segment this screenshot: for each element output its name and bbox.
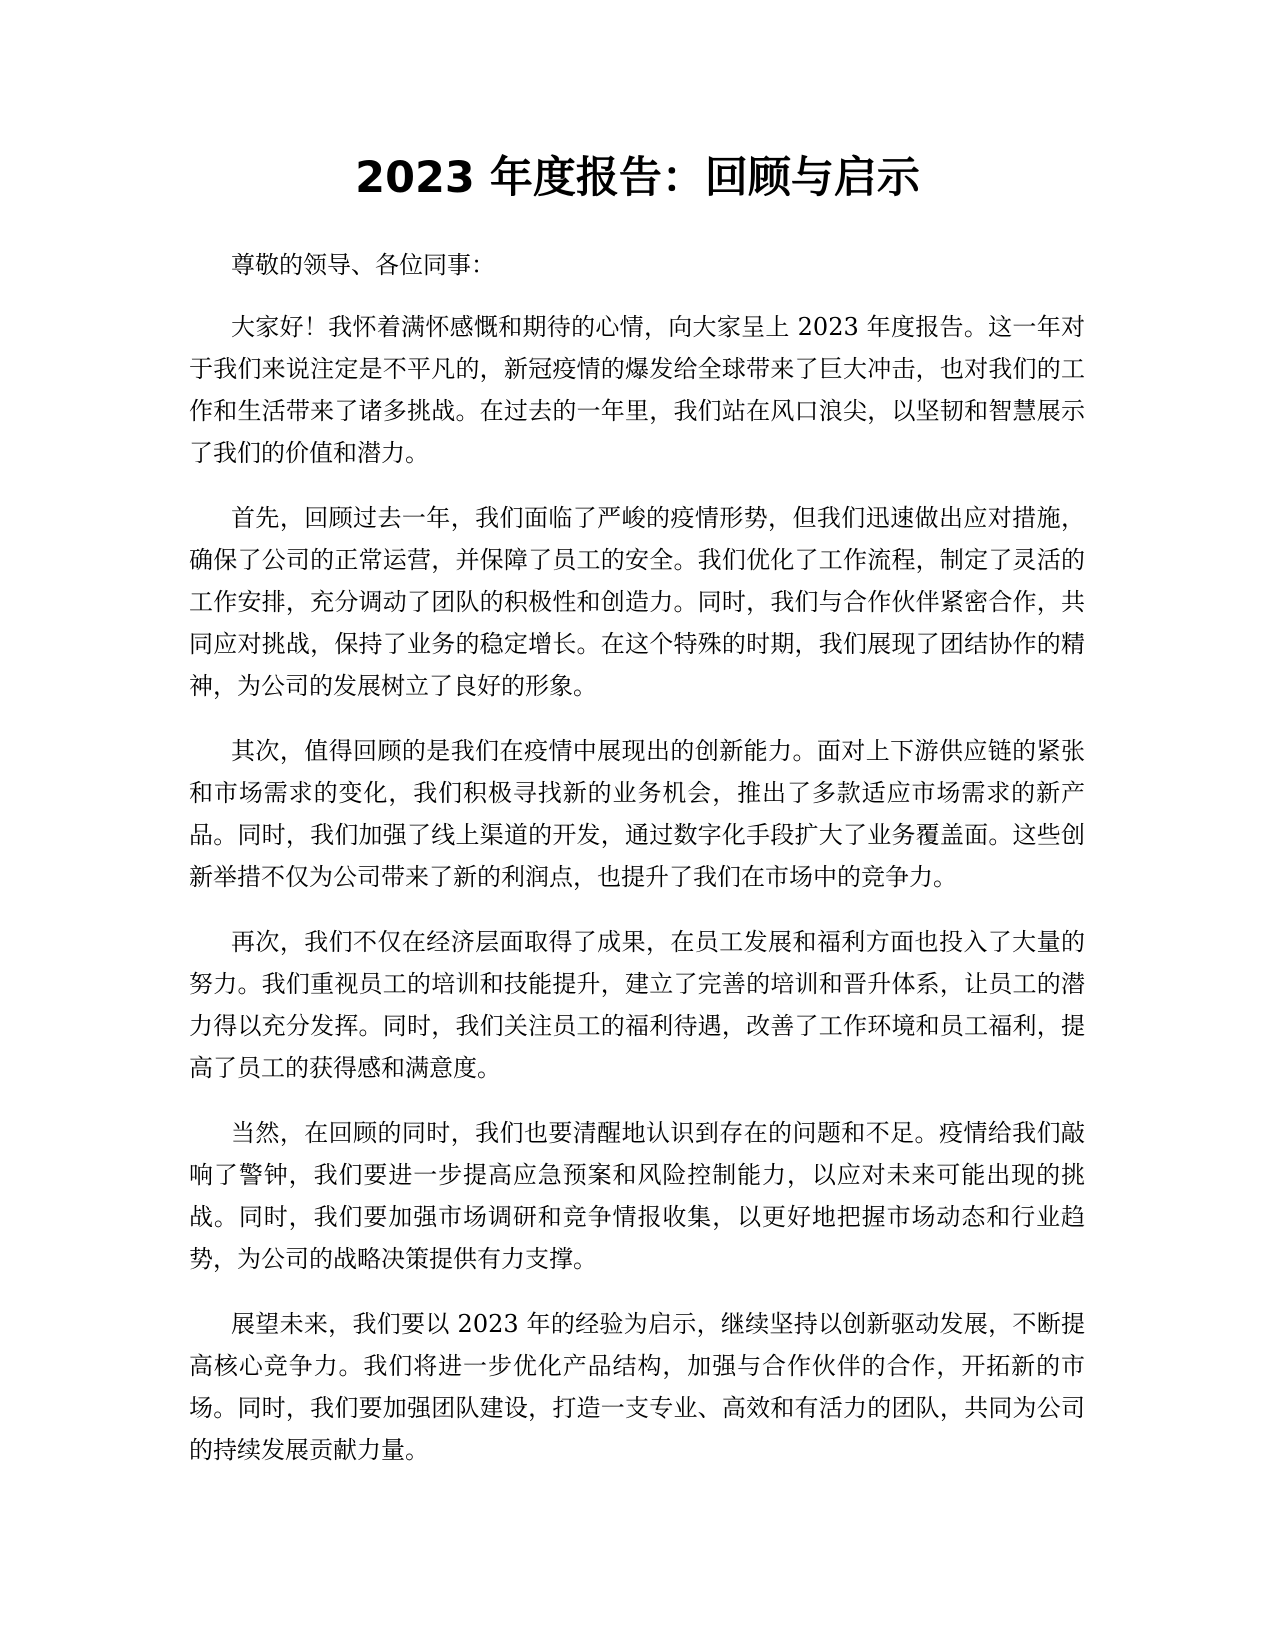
paragraph-first-review: 首先，回顾过去一年，我们面临了严峻的疫情形势，但我们迅速做出应对措施，确保了公司的正常运营，并保障了员工的安全。我们优化了工作流程，制定了灵活的工作安排，充分调动了团队的积极性和创造力。同时，我们与合作伙伴紧密合作，共同应对挑战，保持了业务的稳定增长。在这个特殊的时期，我们展现了团结协作的精神，为公司的发展树立了良好的形象。: [189, 504, 1085, 700]
paragraph-problems: 当然，在回顾的同时，我们也要清醒地认识到存在的问题和不足。疫情给我们敲响了警钟，我们要进一步提高应急预案和风险控制能力，以应对未来可能出现的挑战。同时，我们要加强市场调研和竞争情报收集，以更好地把握市场动态和行业趋势，为公司的战略决策提供有力支撑。: [189, 1119, 1085, 1273]
salutation: 尊敬的领导、各位同事：: [231, 251, 495, 279]
paragraph-outlook: 展望未来，我们要以 2023 年的经验为启示，继续坚持以创新驱动发展，不断提高核心竞争力。我们将进一步优化产品结构，加强与合作伙伴的合作，开拓新的市场。同时，我们要加强团队建设，打造一支专业、高效和有活力的团队，共同为公司的持续发展贡献力量。: [189, 1310, 1085, 1464]
paragraph-employee-development: 再次，我们不仅在经济层面取得了成果，在员工发展和福利方面也投入了大量的努力。我们重视员工的培训和技能提升，建立了完善的培训和晋升体系，让员工的潜力得以充分发挥。同时，我们关注员工的福利待遇，改善了工作环境和员工福利，提高了员工的获得感和满意度。: [189, 928, 1085, 1082]
paragraph-innovation: 其次，值得回顾的是我们在疫情中展现出的创新能力。面对上下游供应链的紧张和市场需求的变化，我们积极寻找新的业务机会，推出了多款适应市场需求的新产品。同时，我们加强了线上渠道的开发，通过数字化手段扩大了业务覆盖面。这些创新举措不仅为公司带来了新的利润点，也提升了我们在市场中的竞争力。: [189, 737, 1085, 891]
document-title: 2023 年度报告：回顾与启示: [355, 153, 920, 203]
paragraph-greeting: 大家好！我怀着满怀感慨和期待的心情，向大家呈上 2023 年度报告。这一年对于我们来说注定是不平凡的，新冠疫情的爆发给全球带来了巨大冲击，也对我们的工作和生活带来了诸多挑战。在过去的一年里，我们站在风口浪尖，以坚韧和智慧展示了我们的价值和潜力。: [189, 313, 1085, 467]
